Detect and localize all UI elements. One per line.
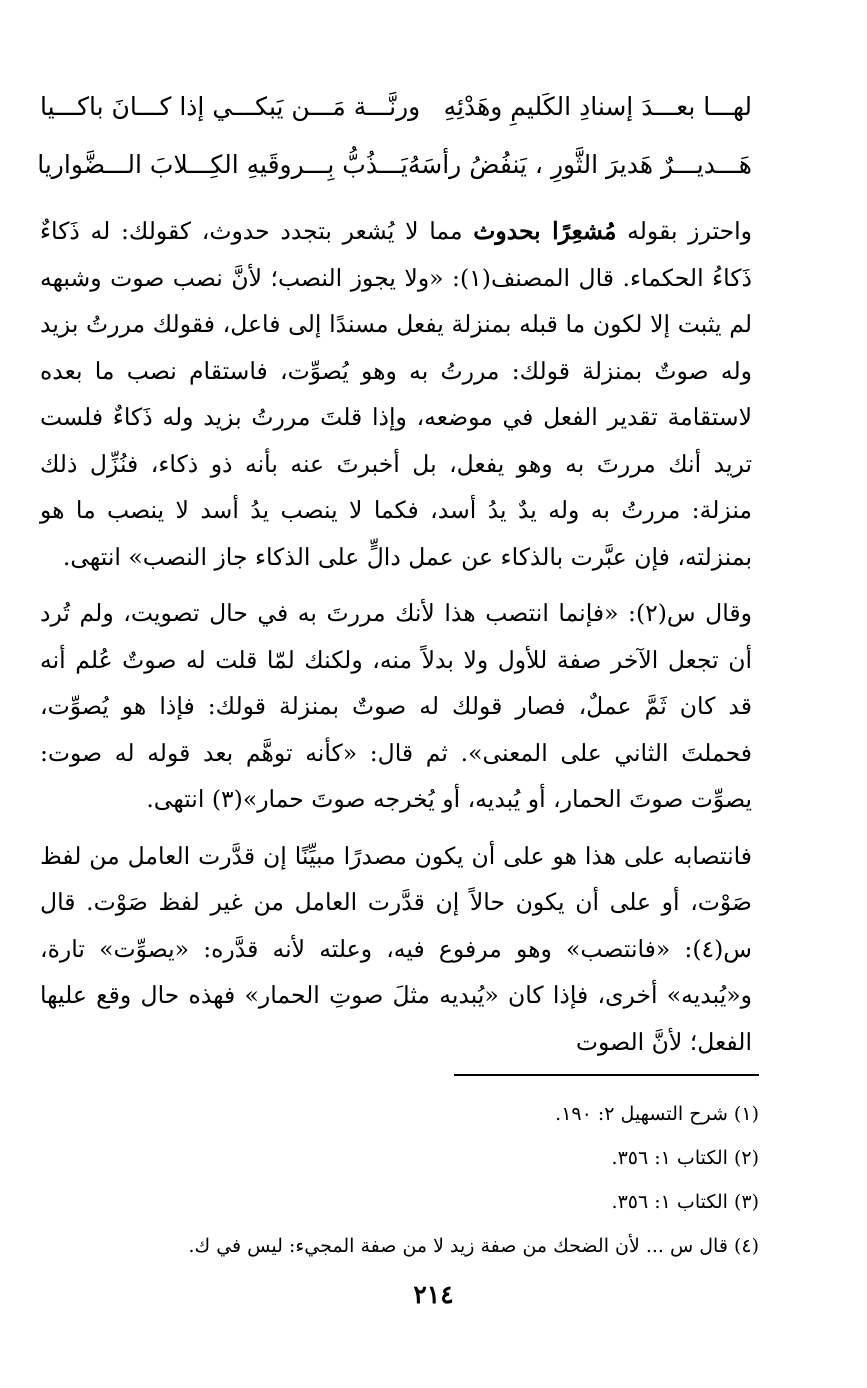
verse-hemistich-right: لهـــا بعـــدَ إسنادِ الكَليمِ وهَدْئِهِ [443, 92, 752, 121]
verse-line-1 [40, 78, 752, 136]
footnote-4: (٤) قال س ... لأن الضحك من صفة زيد لا من صفة المجيء: ليس في ك. [188, 1235, 759, 1257]
footnotes [188, 1092, 759, 1268]
paragraph-1 [40, 208, 752, 580]
paragraph-lead: واحترز بقوله [616, 217, 752, 245]
footnote-3: (٣) الكتاب ١: ٣٥٦. [611, 1191, 759, 1213]
page-body [37, 78, 752, 1065]
verse-line-2 [37, 136, 752, 194]
page-number: ٢١٤ [413, 1280, 454, 1309]
paragraph-2: وقال س(٢): «فإنما انتصب هذا لأنك مررتَ به في حال تصويت، ولم تُرد أن تجعل الآخر صفة للأول ولا بدلاً منه، ولكنك لمّا قلت له صوتٌ عُلم أنه قد كان ثَمَّ عملٌ، فصار قولك له صوتٌ بمنزلة قولك: فإذا هو يُصوِّت، فحملتَ الثاني على المعنى». ثم قال: «كأنه توهَّم بعد قوله له صوت: يصوِّت صوتَ الحمار، أو يُبديه، أو يُخرجه صوتَ حمار»(٣) انتهى. [40, 599, 752, 813]
verse-hemistich-right: هَـــديـــرٌ هَديرَ الثَّورِ ، يَنفُضُ رأسَهُ [407, 150, 752, 179]
footnote-2: (٢) الكتاب ١: ٣٥٦. [611, 1147, 759, 1169]
verse-hemistich-left: يَـــذُبُّ بِـــروقَيهِ الكِـــلابَ الـــضَّواريا [37, 150, 408, 179]
footnote-1: (١) شرح التسهيل ٢: ١٩٠. [555, 1103, 759, 1125]
footnote-separator [454, 1074, 759, 1076]
paragraph-text: مما لا يُشعر بتجدد حدوث، كقولك: له ذَكاءٌ ذَكاءُ الحكماء. قال المصنف(١): «ولا يجوز النصب؛ لأنَّ نصب صوت وشبهه لم يثبت إلا لكون ما قبله بمنزلة يفعل مسندًا إلى فاعل، فقولك مررتُ بزيد وله صوتٌ بمنزلة قولك: مررتُ به وهو يُصوِّت، فاستقام نصب ما بعده لاستقامة تقدير الفعل في موضعه، وإذا قلتَ مررتُ بزيد وله ذَكاءٌ فلست تريد أنك مررتَ به وهو يفعل، بل أخبرتَ عنه بأنه ذو ذكاء، فنُزِّل ذلك منزلة: مررتُ به وله يدٌ يدُ أسد، فكما لا ينصب يدُ أسد لا ينصب ما هو بمنزلته، فإن عبَّرت بالذكاء عن عمل دالٍّ على الذكاء جاز النصب» انتهى. [40, 217, 752, 571]
verse-hemistich-left: ورنَّـــة مَـــن يَبكـــي إذا كـــانَ باكـــيا [40, 92, 421, 121]
bold-term: مُشعِرًا بحدوث [473, 217, 617, 245]
paragraph-3: فانتصابه على هذا هو على أن يكون مصدرًا مبيِّنًا إن قدَّرت العامل من لفظ صَوْت، أو على أن يكون حالاً إن قدَّرت العامل من غير لفظ صَوْت. قال س(٤): «فانتصب» وهو مرفوع فيه، وعلته لأنه قدَّره: «يصوِّت» تارة، و«يُبديه» أخرى، فإذا كان «يُبديه مثلَ صوتِ الحمار» فهذه حال وقع عليها الفعل؛ لأنَّ الصوت [40, 841, 752, 1056]
